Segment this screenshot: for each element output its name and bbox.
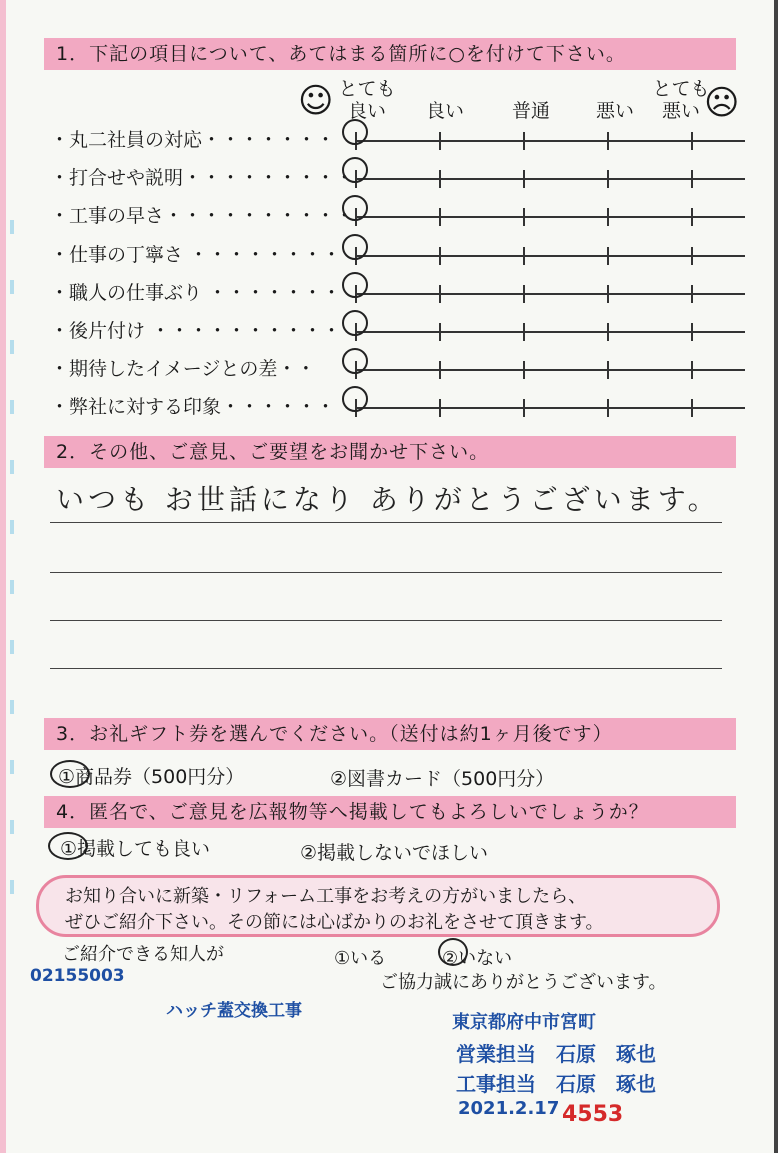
rating-row: [50, 281, 750, 317]
rating-scale: [355, 331, 745, 333]
rating-option[interactable]: [355, 361, 357, 379]
selected-rating-circle: [342, 195, 368, 221]
rating-option[interactable]: [439, 170, 441, 188]
scale-label: とても 悪い: [652, 78, 710, 122]
rating-row: [50, 166, 750, 202]
selected-rating-circle: [342, 386, 368, 412]
rating-option[interactable]: [607, 323, 609, 341]
referral-label: ご紹介できる知人が: [62, 944, 224, 965]
selected-rating-circle: [342, 310, 368, 336]
rating-option[interactable]: [355, 247, 357, 265]
rating-row: [50, 319, 750, 355]
rating-row: [50, 243, 750, 279]
rating-row: [50, 395, 750, 431]
work-type: ハッチ蓋交換工事: [166, 1001, 302, 1021]
rating-option[interactable]: [439, 399, 441, 417]
rating-option[interactable]: [355, 170, 357, 188]
notice-line-1: お知り合いに新築・リフォーム工事をお考えの方がいましたら、: [65, 886, 587, 907]
rating-option[interactable]: [523, 132, 525, 150]
answer-line: [50, 668, 722, 669]
rating-scale: [355, 178, 745, 180]
rating-option[interactable]: [523, 285, 525, 303]
rating-option[interactable]: [607, 285, 609, 303]
rating-option[interactable]: [439, 208, 441, 226]
rating-option[interactable]: [691, 361, 693, 379]
referral-option-no[interactable]: ②いない: [442, 948, 513, 969]
rating-option[interactable]: [355, 323, 357, 341]
rating-option[interactable]: [691, 399, 693, 417]
rating-option[interactable]: [355, 208, 357, 226]
frown-face-icon: ☹: [704, 83, 740, 123]
scale-label: 普通: [511, 100, 550, 122]
rating-item-label: ・打合せや説明・・・・・・・・・: [50, 167, 355, 190]
rating-option[interactable]: [439, 132, 441, 150]
smiley-face-icon: ☺: [298, 81, 334, 121]
rating-scale: [355, 407, 745, 409]
notice-line-2: ぜひご紹介下さい。その節には心ばかりのお礼をさせて頂きます。: [65, 912, 604, 933]
rating-option[interactable]: [607, 208, 609, 226]
customer-code: 02155003: [30, 966, 125, 986]
answer-line: [50, 620, 722, 621]
rating-scale: [355, 293, 745, 295]
rating-option[interactable]: [691, 247, 693, 265]
rating-option[interactable]: [607, 247, 609, 265]
page-right-border: [774, 0, 778, 1153]
rating-scale: [355, 216, 745, 218]
rating-item-label: ・弊社に対する印象・・・・・・: [50, 396, 336, 419]
rating-option[interactable]: [355, 285, 357, 303]
rating-option[interactable]: [355, 132, 357, 150]
rating-option[interactable]: [523, 399, 525, 417]
rating-row: [50, 128, 750, 164]
rating-option[interactable]: [439, 361, 441, 379]
rating-item-label: ・工事の早さ・・・・・・・・・・: [50, 205, 355, 228]
rating-option[interactable]: [355, 399, 357, 417]
referral-notice-box: [36, 875, 720, 937]
rating-item-label: ・丸二社員の対応・・・・・・・: [50, 129, 336, 151]
rating-option[interactable]: [523, 208, 525, 226]
rating-option[interactable]: [439, 247, 441, 265]
rating-scale: [355, 255, 745, 257]
scale-label: とても 良い: [338, 78, 396, 122]
rating-item-label: ・後片付け ・・・・・・・・・・: [50, 320, 342, 342]
q4-option-allow[interactable]: ①掲載しても良い: [60, 838, 211, 860]
rating-option[interactable]: [523, 323, 525, 341]
q2-handwritten-answer: いつも お世話になり ありがとうございます。: [56, 483, 720, 516]
rating-row: [50, 357, 750, 393]
rating-option[interactable]: [691, 170, 693, 188]
q4-option-decline[interactable]: ②掲載しないでほしい: [300, 842, 489, 864]
sales-rep: 営業担当 石原 琢也: [456, 1042, 656, 1066]
q3-heading: 3．お礼ギフト券を選んでください。（送付は約1ヶ月後です）: [44, 718, 736, 750]
rating-option[interactable]: [607, 399, 609, 417]
rating-option[interactable]: [439, 323, 441, 341]
thanks-message: ご協力誠にありがとうございます。: [380, 972, 667, 993]
rating-scale: [355, 140, 745, 142]
rating-option[interactable]: [523, 361, 525, 379]
answer-line: [50, 572, 722, 573]
rating-option[interactable]: [607, 132, 609, 150]
q2-heading: 2．その他、ご意見、ご要望をお聞かせ下さい。: [44, 436, 736, 468]
referral-option-yes[interactable]: ①いる: [334, 948, 387, 969]
page-left-decoration: [10, 220, 14, 940]
q1-heading: 1．下記の項目について、あてはまる箇所に○を付けて下さい。: [44, 38, 736, 70]
selected-rating-circle: [342, 272, 368, 298]
selected-rating-circle: [342, 119, 368, 145]
selected-rating-circle: [342, 348, 368, 374]
rating-item-label: ・職人の仕事ぶり ・・・・・・・: [50, 281, 342, 304]
rating-option[interactable]: [523, 170, 525, 188]
rating-row: [50, 204, 750, 240]
location: 東京都府中市宮町: [452, 1012, 596, 1033]
rating-option[interactable]: [691, 208, 693, 226]
q3-option-gift-certificate[interactable]: ①商品券（500円分）: [58, 766, 245, 788]
rating-item-label: ・仕事の丁寧さ ・・・・・・・・: [50, 243, 342, 266]
rating-option[interactable]: [607, 361, 609, 379]
rating-item-label: ・期待したイメージとの差・・: [50, 358, 316, 381]
rating-option[interactable]: [691, 132, 693, 150]
date: 2021.2.17: [458, 1098, 560, 1119]
rating-option[interactable]: [607, 170, 609, 188]
rating-option[interactable]: [691, 323, 693, 341]
page-left-border: [0, 0, 6, 1153]
scale-label: 悪い: [595, 100, 634, 122]
q3-option-book-card[interactable]: ②図書カード（500円分）: [330, 768, 555, 790]
answer-line: [50, 522, 722, 523]
q4-heading: 4．匿名で、ご意見を広報物等へ掲載してもよろしいでしょうか？: [44, 796, 736, 828]
construction-rep: 工事担当 石原 琢也: [456, 1072, 656, 1096]
rating-option[interactable]: [523, 247, 525, 265]
rating-option[interactable]: [691, 285, 693, 303]
selected-rating-circle: [342, 234, 368, 260]
selected-rating-circle: [342, 157, 368, 183]
rating-scale: [355, 369, 745, 371]
rating-option[interactable]: [439, 285, 441, 303]
scale-label: 良い: [425, 100, 464, 122]
form-number: 4553: [562, 1102, 624, 1127]
